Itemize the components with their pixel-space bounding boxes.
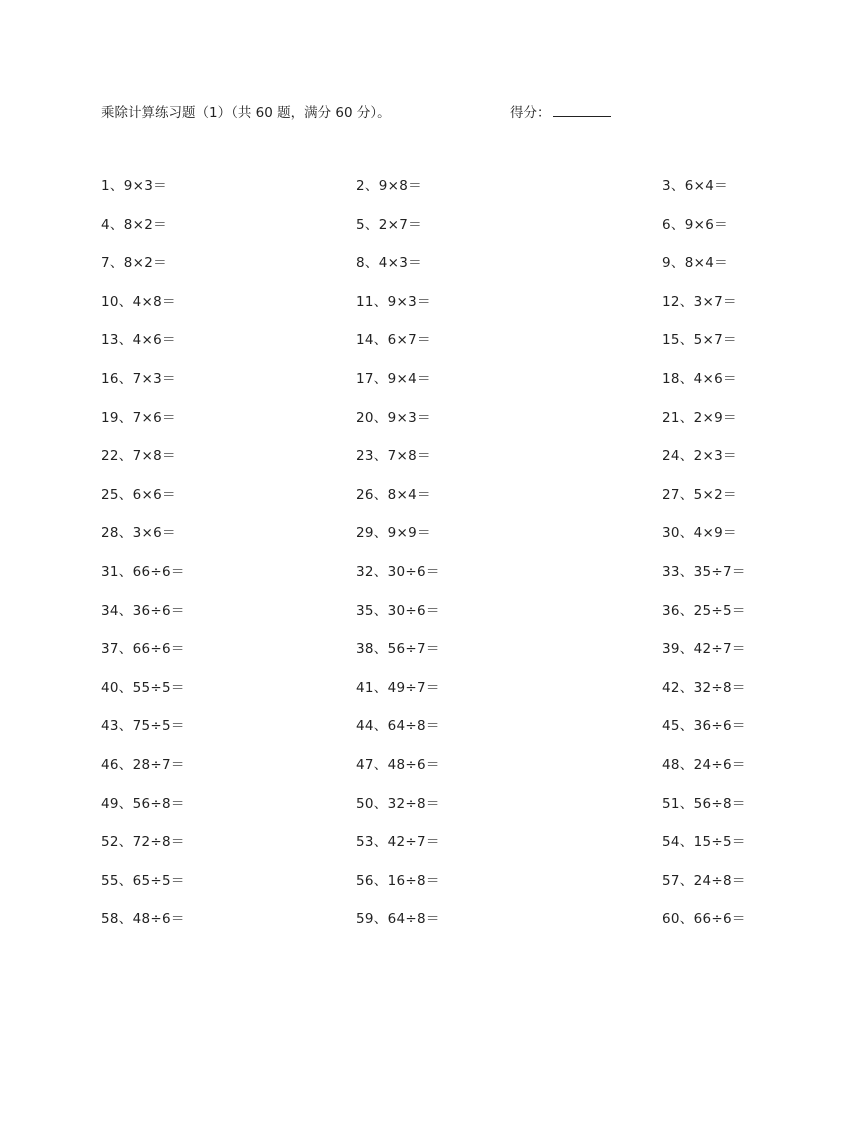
problem-item: 3、6×4＝ <box>662 178 728 194</box>
problem-item: 17、9×4＝ <box>356 370 431 387</box>
problem-item: 6、9×6＝ <box>662 216 728 233</box>
problem-item: 24、2×3＝ <box>662 448 737 465</box>
problem-row <box>101 755 781 794</box>
problem-row <box>101 601 781 640</box>
problem-item: 7、8×2＝ <box>101 255 167 272</box>
problem-item: 45、36÷6＝ <box>662 718 746 735</box>
problem-item: 44、64÷8＝ <box>356 718 440 735</box>
problem-item: 19、7×6＝ <box>101 409 176 426</box>
problem-item: 2、9×8＝ <box>356 178 422 194</box>
problem-item: 21、2×9＝ <box>662 409 737 426</box>
problem-item: 10、4×8＝ <box>101 293 176 310</box>
problem-row <box>101 408 781 447</box>
problem-item: 32、30÷6＝ <box>356 563 440 580</box>
problem-item: 35、30÷6＝ <box>356 602 440 619</box>
problem-item: 1、9×3＝ <box>101 178 167 194</box>
problem-item: 14、6×7＝ <box>356 332 431 349</box>
problem-item: 33、35÷7＝ <box>662 563 746 580</box>
problem-item: 56、16÷8＝ <box>356 872 440 889</box>
problem-item: 29、9×9＝ <box>356 525 431 542</box>
problem-item: 23、7×8＝ <box>356 448 431 465</box>
problem-item: 27、5×2＝ <box>662 486 737 503</box>
problem-item: 46、28÷7＝ <box>101 756 185 773</box>
problem-row <box>101 253 781 292</box>
problem-item: 13、4×6＝ <box>101 332 176 349</box>
problem-item: 43、75÷5＝ <box>101 718 185 735</box>
problem-item: 47、48÷6＝ <box>356 756 440 773</box>
problem-row <box>101 794 781 833</box>
problem-row <box>101 678 781 717</box>
problem-item: 51、56÷8＝ <box>662 795 746 812</box>
problem-row <box>101 523 781 562</box>
problem-item: 15、5×7＝ <box>662 332 737 349</box>
problem-row <box>101 369 781 408</box>
problem-row <box>101 176 781 215</box>
score-blank-line[interactable] <box>553 103 611 117</box>
problem-item: 58、48÷6＝ <box>101 911 185 928</box>
problem-item: 40、55÷5＝ <box>101 679 185 696</box>
problem-item: 26、8×4＝ <box>356 486 431 503</box>
problem-item: 59、64÷8＝ <box>356 911 440 928</box>
problem-item: 18、4×6＝ <box>662 370 737 387</box>
problem-row <box>101 446 781 485</box>
worksheet-header <box>101 102 741 124</box>
problem-item: 8、4×3＝ <box>356 255 422 272</box>
problem-item: 25、6×6＝ <box>101 486 176 503</box>
problem-item: 55、65÷5＝ <box>101 872 185 889</box>
problem-item: 11、9×3＝ <box>356 293 431 310</box>
problem-item: 22、7×8＝ <box>101 448 176 465</box>
problem-item: 34、36÷6＝ <box>101 602 185 619</box>
problem-item: 53、42÷7＝ <box>356 834 440 851</box>
problem-item: 20、9×3＝ <box>356 409 431 426</box>
problem-row <box>101 832 781 871</box>
problem-item: 37、66÷6＝ <box>101 641 185 658</box>
problem-row <box>101 562 781 601</box>
problem-item: 30、4×9＝ <box>662 525 737 542</box>
problem-item: 39、42÷7＝ <box>662 641 746 658</box>
problem-item: 4、8×2＝ <box>101 216 167 233</box>
problem-item: 31、66÷6＝ <box>101 563 185 580</box>
problem-item: 49、56÷8＝ <box>101 795 185 812</box>
problem-row <box>101 909 781 948</box>
problem-item: 28、3×6＝ <box>101 525 176 542</box>
problem-row <box>101 215 781 254</box>
problem-item: 42、32÷8＝ <box>662 679 746 696</box>
problem-item: 57、24÷8＝ <box>662 872 746 889</box>
problem-row <box>101 639 781 678</box>
problem-row <box>101 330 781 369</box>
problem-item: 38、56÷7＝ <box>356 641 440 658</box>
problem-row <box>101 871 781 910</box>
problem-item: 36、25÷5＝ <box>662 602 746 619</box>
problem-item: 16、7×3＝ <box>101 370 176 387</box>
problem-item: 60、66÷6＝ <box>662 911 746 928</box>
problem-item: 41、49÷7＝ <box>356 679 440 696</box>
score-label: 得分： <box>510 105 551 121</box>
problem-item: 48、24÷6＝ <box>662 756 746 773</box>
score-field <box>510 102 611 124</box>
problem-item: 12、3×7＝ <box>662 293 737 310</box>
problem-item: 5、2×7＝ <box>356 216 422 233</box>
problem-item: 50、32÷8＝ <box>356 795 440 812</box>
problem-row <box>101 716 781 755</box>
problem-item: 9、8×4＝ <box>662 255 728 272</box>
problem-row <box>101 292 781 331</box>
problem-row <box>101 485 781 524</box>
worksheet-title: 乘除计算练习题（1）（共 60 题，满分 60 分）。 <box>101 105 391 121</box>
problem-item: 54、15÷5＝ <box>662 834 746 851</box>
problem-item: 52、72÷8＝ <box>101 834 185 851</box>
problem-grid <box>101 176 781 948</box>
